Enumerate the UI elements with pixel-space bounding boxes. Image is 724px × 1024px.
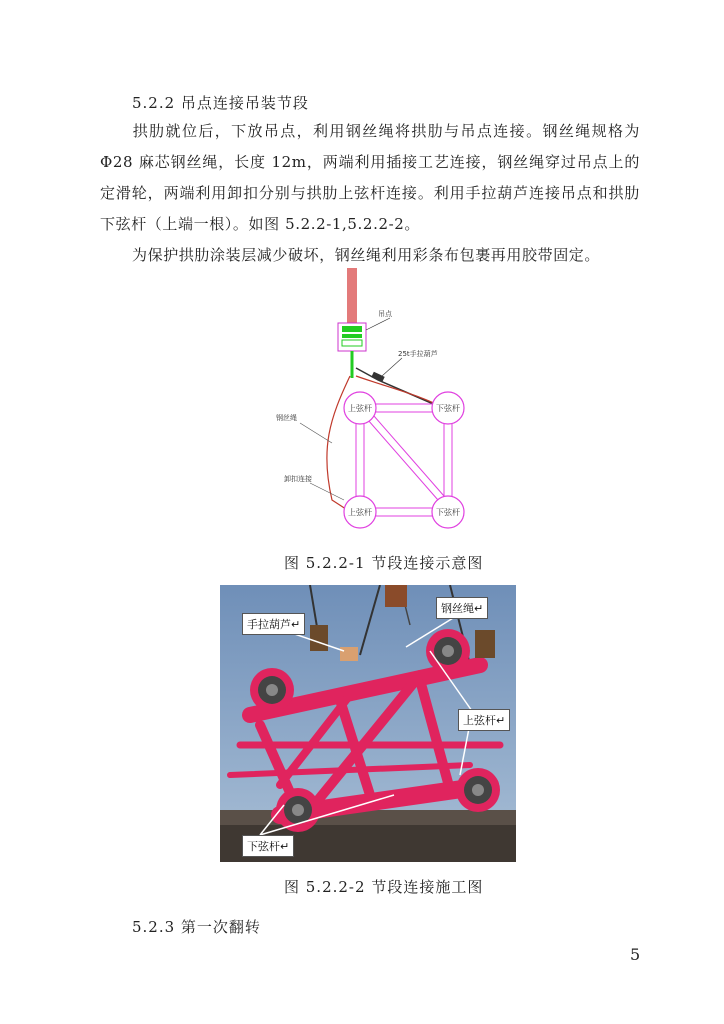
paragraph-1-text: 拱肋就位后，下放吊点，利用钢丝绳将拱肋与吊点连接。钢丝绳规格为Φ28 麻芯钢丝绳，长度 12m，两端利用插接工艺连接，钢丝绳穿过吊点上的定滑轮，两端利用卸扣分别与拱肋上弦杆连接。利用手拉葫芦连接吊点和拱肋下弦杆（上端一根）。如图 5.2.2-1,5.2.2-2。 [100, 122, 640, 233]
label-hoist: 25t手拉葫芦 [398, 350, 438, 358]
callout-steel-rope: 钢丝绳↵ [436, 597, 488, 619]
label-lower-chord-top: 下弦杆 [436, 404, 460, 413]
paragraph-2 [100, 240, 640, 271]
paragraph-1 [100, 116, 640, 240]
figure-connection-schematic [270, 268, 520, 538]
callout-lower-chord: 下弦杆↵ [242, 835, 294, 857]
label-lower-chord-bottom: 下弦杆 [436, 508, 460, 517]
label-shackle: 卸扣连接 [284, 475, 312, 483]
section-heading-5-2-2: 5.2.2 吊点连接吊装节段 [132, 94, 309, 112]
label-upper-chord-top: 上弦杆 [348, 404, 372, 413]
label-hook: 吊点 [378, 310, 392, 318]
construction-photo [220, 585, 516, 862]
section-heading-5-2-3: 5.2.3 第一次翻转 [132, 918, 261, 936]
label-steel-rope: 钢丝绳 [276, 414, 297, 422]
callout-hoist: 手拉葫芦↵ [242, 613, 305, 635]
page-number: 5 [630, 945, 641, 964]
hook-block [338, 323, 366, 378]
cable-bundle [348, 268, 356, 323]
figure-1-caption: 图 5.2.2-1 节段连接示意图 [284, 554, 484, 572]
paragraph-2-text: 为保护拱肋涂装层减少破坏，钢丝绳利用彩条布包裹再用胶带固定。 [132, 246, 601, 264]
label-upper-chord-bottom: 上弦杆 [348, 508, 372, 517]
figure-2-caption: 图 5.2.2-2 节段连接施工图 [284, 878, 484, 896]
callout-upper-chord: 上弦杆↵ [458, 709, 510, 731]
